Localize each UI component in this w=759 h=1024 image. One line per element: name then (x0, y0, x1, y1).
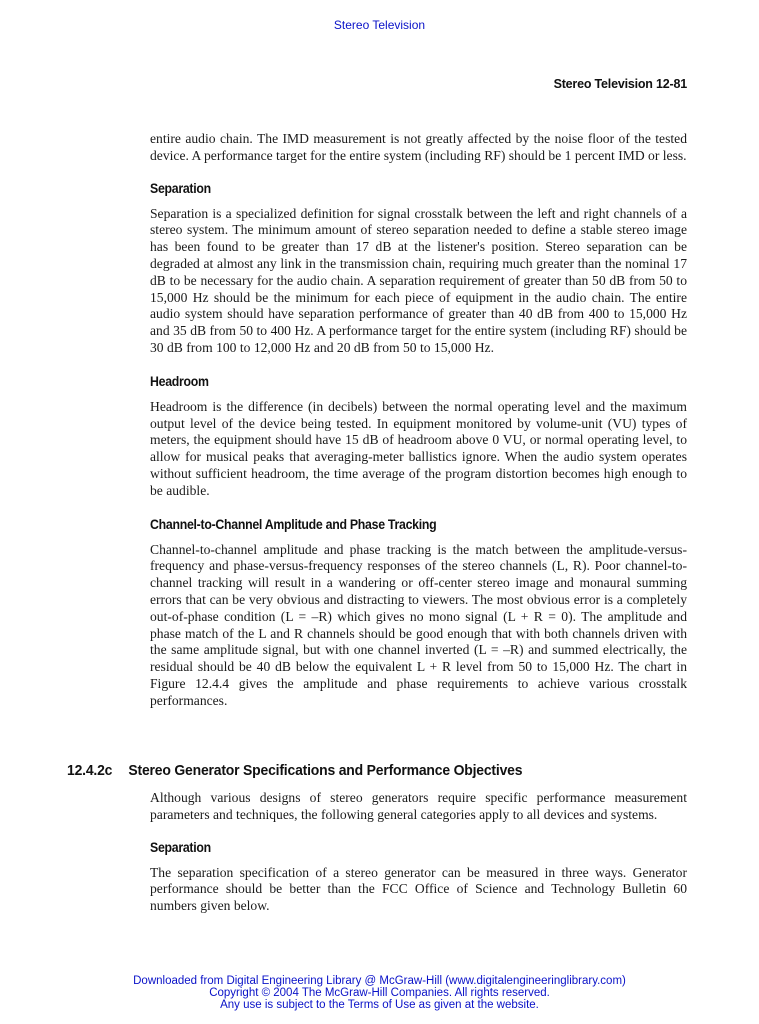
footer-download-link[interactable]: Downloaded from Digital Engineering Library @ McGraw-Hill (www.digitalengineeringlibrary.com) (133, 975, 626, 987)
footer-terms-link[interactable]: Any use is subject to the Terms of Use as given at the website. (220, 998, 539, 1011)
page-body (150, 131, 687, 710)
intro-paragraph: entire audio chain. The IMD measurement is not greatly affected by the noise floor of the tested device. A performance target for the entire system (including RF) should be 1 percent IMD or less. (150, 131, 687, 163)
running-head: Stereo Television 12-81 (553, 77, 687, 91)
footer-copyright: Copyright © 2004 The McGraw-Hill Companies. All rights reserved. (209, 986, 550, 999)
separation2-heading: Separation (150, 839, 211, 855)
section-title: Stereo Generator Specifications and Performance Objectives (128, 762, 523, 779)
separation-heading: Separation (150, 180, 211, 196)
separation2-paragraph: The separation specification of a stereo generator can be measured in three ways. Generator performance should be better than the FCC Office of Science and Technology Bulletin 60 numbers given below. (150, 864, 687, 914)
section-body (150, 790, 687, 915)
footer (0, 976, 759, 1011)
headroom-paragraph: Headroom is the difference (in decibels) between the normal operating level and the maximum output level of the device being tested. In equipment monitored by volume-unit (VU) types of meters, the equipment should have 15 dB of headroom above 0 VU, or normal operating level, to allow for musical peaks that averaging-meter ballistics ignore. When the audio system operates without sufficient headroom, the time average of the program distortion becomes high enough to be audible. (150, 398, 687, 498)
headroom-heading: Headroom (150, 373, 209, 389)
top-title-link[interactable]: Stereo Television (333, 18, 426, 32)
section-number: 12.4.2c (67, 762, 113, 779)
separation-paragraph: Separation is a specialized definition for signal crosstalk between the left and right channels of a stereo system. The minimum amount of stereo separation needed to define a stable stereo image has been found to be greater than 17 dB at the listener's position. Stereo separation can be degraded at almost any link in the transmission chain, requiring much greater than the nominal 17 dB to be necessary for the audio chain. A separation requirement of greater than 50 dB from 50 to 15,000 Hz should be the minimum for each piece of equipment in the audio chain. The entire audio system should have separation performance of greater than 40 dB from 400 to 15,000 Hz and 35 dB from 50 to 400 Hz. A performance target for the entire system (including RF) should be 30 dB from 100 to 12,000 Hz and 20 dB from 50 to 15,000 Hz. (150, 205, 687, 355)
tracking-heading: Channel-to-Channel Amplitude and Phase Tracking (150, 516, 437, 532)
tracking-paragraph: Channel-to-channel amplitude and phase tracking is the match between the amplitude-versus-frequency and phase-versus-frequency responses of the stereo channels (L, R). Poor channel-to-channel tracking will result in a wandering or off-center stereo image and monaural summing errors that can be very obvious and distracting to viewers. The most obvious error is a completely out-of-phase condition (L = –R) which gives no mono signal (L + R = 0). The amplitude and phase match of the L and R channels should be good enough that with both channels driven with the same amplitude signal, but with one channel inverted (L = –R) and summed electrically, the residual should be 40 dB below the equivalent L + R level from 50 to 15,000 Hz. The chart in Figure 12.4.4 gives the amplitude and phase requirements to achieve various crosstalk performances. (150, 541, 687, 708)
section-intro-paragraph: Although various designs of stereo generators require specific performance measurement parameters and techniques, the following general categories apply to all devices and systems. (150, 790, 687, 822)
section-heading (67, 762, 644, 779)
